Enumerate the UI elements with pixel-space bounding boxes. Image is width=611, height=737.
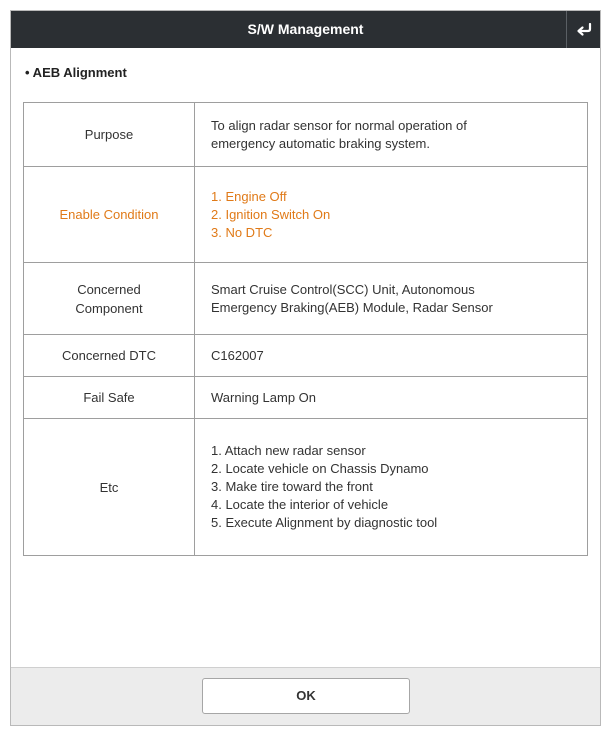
table-row-etc [24,419,588,556]
table-row-concerned-dtc [24,335,588,377]
table-row-purpose [24,103,588,167]
row-label: Enable Condition [24,167,195,263]
title-bar [11,11,600,48]
value-line: C162007 [211,347,264,363]
return-arrow-icon [576,23,592,37]
value-line: 1. Engine Off [211,188,287,204]
value-line: Emergency Braking(AEB) Module, Radar Sensor [211,299,493,315]
row-value [195,263,588,335]
row-value [195,167,588,263]
row-value [195,419,588,556]
dialog-footer [11,667,600,725]
row-value [195,335,588,377]
value-line: 1. Attach new radar sensor [211,443,366,458]
row-label: Purpose [24,103,195,167]
sw-management-dialog [10,10,601,726]
value-line: Warning Lamp On [211,389,317,405]
label-line: Concerned [77,281,141,297]
value-line: Smart Cruise Control(SCC) Unit, Autonomous [211,281,475,297]
section-heading: • AEB Alignment [25,65,127,80]
table-row-enable-condition [24,167,588,263]
row-label: Etc [24,419,195,556]
label-line: Component [75,300,143,316]
row-label [24,263,195,335]
row-label: Fail Safe [24,377,195,419]
row-value [195,377,588,419]
value-line: 2. Locate vehicle on Chassis Dynamo [211,461,429,476]
window-title: S/W Management [247,21,364,37]
value-line: 5. Execute Alignment by diagnostic tool [211,515,438,530]
table-row-fail-safe [24,377,588,419]
ok-button[interactable]: OK [202,678,410,714]
value-line: 3. No DTC [211,224,273,240]
value-line: emergency automatic braking system. [211,135,430,151]
value-line: 2. Ignition Switch On [211,206,331,222]
info-table [23,102,588,556]
value-line: 3. Make tire toward the front [211,479,373,494]
table-row-concerned-component [24,263,588,335]
value-line: To align radar sensor for normal operation of [211,117,467,133]
row-value [195,103,588,167]
row-label: Concerned DTC [24,335,195,377]
value-line: 4. Locate the interior of vehicle [211,497,389,512]
back-button[interactable] [566,11,600,48]
